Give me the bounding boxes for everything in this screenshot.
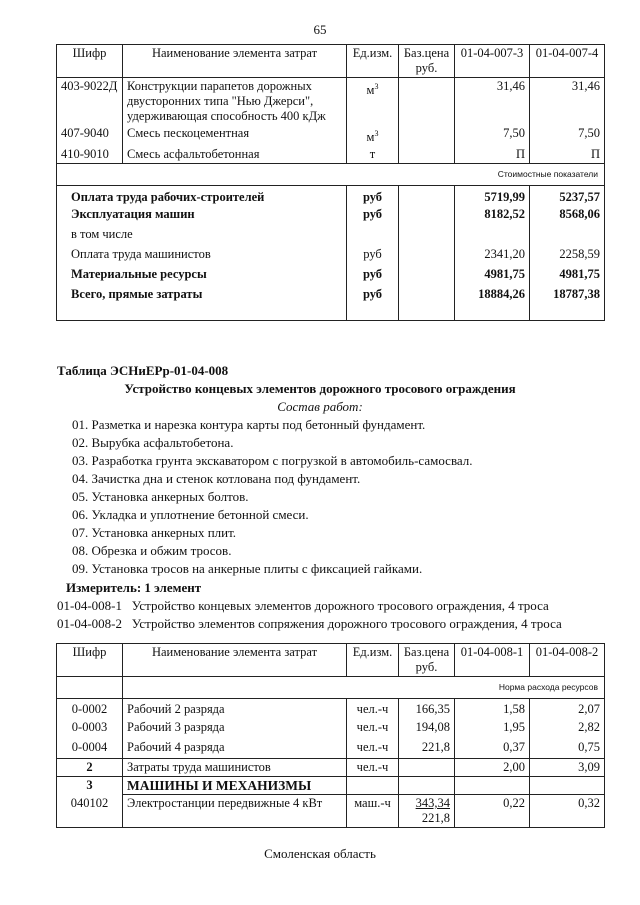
resource-table-2	[56, 643, 605, 828]
work-item: 01. Разметка и нарезка контура карты под бетонный фундамент.	[72, 417, 426, 432]
table-row: Оплата труда машинистов руб 2341,20 2258,59	[57, 246, 605, 266]
resource-table-1	[56, 44, 605, 321]
item-line: 01-04-008-2 Устройство элементов сопряжения дорожного тросового ограждения, 4 троса	[57, 616, 562, 631]
work-item: 07. Установка анкерных плит.	[72, 525, 237, 540]
section-header-row	[57, 164, 605, 186]
table-row: 407-9040 Смесь пескоцементная $м^3$ 7,50 7,50	[57, 125, 605, 146]
table-title: Таблица ЭСНиЕРр-01-04-008	[57, 363, 229, 378]
table-row: 040102 Электростанции передвижные 4 кВт маш.-ч 343,34 221,8 0,22 0,32	[57, 795, 605, 828]
table-row: 0-0002 Рабочий 2 разряда чел.-ч 166,35 1,58 2,07	[57, 699, 605, 719]
table-row: 0-0004 Рабочий 4 разряда чел.-ч 221,8 0,37 0,75	[57, 739, 605, 759]
header-price: Баз.цена руб.	[399, 45, 455, 78]
work-item: 04. Зачистка дна и стенок котлована под фундамент.	[72, 471, 361, 486]
table-row: Эксплуатация машин руб 8182,52 8568,06	[57, 206, 605, 226]
header-col-1: 01-04-007-3	[455, 45, 530, 78]
table-row: 2 Затраты труда машинистов чел.-ч 2,00 3,09	[57, 759, 605, 777]
header-code: Шифр	[57, 45, 123, 78]
cost-header: Стоимостные показатели	[57, 164, 605, 186]
table-row: 3 МАШИНЫ И МЕХАНИЗМЫ	[57, 777, 605, 795]
footer-region: Смоленская область	[264, 846, 376, 861]
work-item: 05. Установка анкерных болтов.	[72, 489, 249, 504]
header-name: Наименование элемента затрат	[123, 644, 347, 677]
table-row: в том числе	[57, 226, 605, 246]
table-row: Материальные ресурсы руб 4981,75 4981,75	[57, 266, 605, 286]
table-header-row	[57, 45, 605, 78]
work-item: 03. Разработка грунта экскаватором с погрузкой в автомобиль-самосвал.	[72, 453, 473, 468]
work-item: 06. Укладка и уплотнение бетонной смеси.	[72, 507, 309, 522]
table-row: Оплата труда рабочих-строителей руб 5719,99 5237,57	[57, 186, 605, 207]
work-item: 08. Обрезка и обжим тросов.	[72, 543, 232, 558]
header-unit: Ед.изм.	[347, 644, 399, 677]
norm-header: Норма расхода ресурсов	[123, 677, 605, 699]
table-row: 403-9022Д Конструкции парапетов дорожных двусторонних типа "Нью Джерси", удерживающая способность 400 кДж $м^3$ 31,46 31,46	[57, 78, 605, 126]
work-item: 09. Установка тросов на анкерные плиты с фиксацией гайками.	[72, 561, 423, 576]
header-col-2: 01-04-007-4	[530, 45, 605, 78]
table-row: 0-0003 Рабочий 3 разряда чел.-ч 194,08 1,95 2,82	[57, 719, 605, 739]
header-price: Баз.цена руб.	[399, 644, 455, 677]
table-row: Всего, прямые затраты руб 18884,26 18787,38	[57, 286, 605, 320]
table-header-row	[57, 644, 605, 677]
header-code: Шифр	[57, 644, 123, 677]
meter-label: Измеритель: 1 элемент	[66, 580, 202, 595]
work-title: Состав работ:	[277, 399, 363, 414]
header-col-2: 01-04-008-2	[530, 644, 605, 677]
section-header-row	[57, 677, 605, 699]
section-heading: Устройство концевых элементов дорожного тросового ограждения	[124, 381, 516, 396]
item-line: 01-04-008-1 Устройство концевых элементов дорожного тросового ограждения, 4 троса	[57, 598, 549, 613]
table-row: 410-9010 Смесь асфальтобетонная т П П	[57, 146, 605, 164]
header-unit: Ед.изм.	[347, 45, 399, 78]
page-number: 65	[313, 22, 327, 37]
work-item: 02. Вырубка асфальтобетона.	[72, 435, 234, 450]
header-name: Наименование элемента затрат	[123, 45, 347, 78]
header-col-1: 01-04-008-1	[455, 644, 530, 677]
